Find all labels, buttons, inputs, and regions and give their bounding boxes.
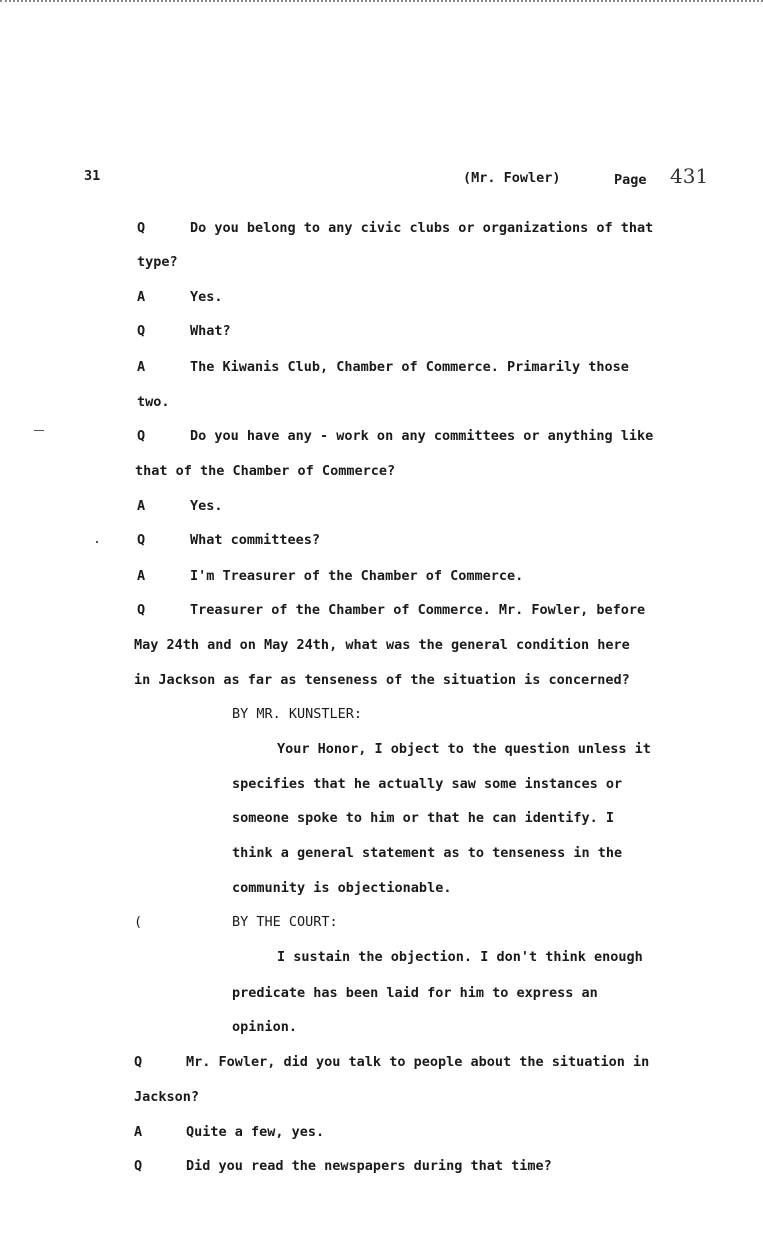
colloquy-line: opinion. bbox=[232, 1019, 298, 1035]
speaker-label: (Mr. Fowler) bbox=[463, 170, 561, 186]
colloquy-heading: BY MR. KUNSTLER: bbox=[232, 706, 363, 722]
transcript-line: that of the Chamber of Commerce? bbox=[135, 463, 396, 479]
speaker-q: Q bbox=[137, 323, 146, 339]
speaker-q: Q bbox=[134, 1054, 143, 1070]
colloquy-line: community is objectionable. bbox=[232, 880, 452, 896]
speaker-q: Q bbox=[137, 602, 146, 618]
colloquy-line: someone spoke to him or that he can identify. I bbox=[232, 810, 615, 826]
colloquy-line: Your Honor, I object to the question unless it bbox=[277, 741, 651, 757]
speaker-q: Q bbox=[134, 1158, 143, 1174]
speaker-a: A bbox=[137, 498, 146, 514]
transcript-line: May 24th and on May 24th, what was the general condition here bbox=[134, 637, 630, 653]
speaker-a: A bbox=[137, 568, 146, 584]
colloquy-line: I sustain the objection. I don't think enough bbox=[277, 949, 643, 965]
transcript-line: Did you read the newspapers during that time? bbox=[186, 1158, 552, 1174]
colloquy-line: think a general statement as to tenseness in the bbox=[232, 845, 623, 861]
page-number: 431 bbox=[670, 164, 709, 188]
colloquy-heading: BY THE COURT: bbox=[232, 914, 338, 930]
page-label: Page bbox=[614, 172, 647, 188]
transcript-line: type? bbox=[137, 254, 178, 270]
line-number: 31 bbox=[84, 168, 101, 184]
colloquy-line: predicate has been laid for him to express an bbox=[232, 985, 598, 1001]
scan-speck bbox=[96, 541, 98, 543]
colloquy-line: specifies that he actually saw some instances or bbox=[232, 776, 623, 792]
transcript-line: The Kiwanis Club, Chamber of Commerce. Primarily those bbox=[190, 359, 629, 375]
speaker-a: A bbox=[137, 359, 146, 375]
transcript-line: What committees? bbox=[190, 532, 321, 548]
scan-speck bbox=[34, 430, 44, 431]
transcript-line: Quite a few, yes. bbox=[186, 1124, 325, 1140]
margin-mark: ( bbox=[134, 914, 143, 930]
transcript-line: Jackson? bbox=[134, 1089, 200, 1105]
transcript-line: Do you have any - work on any committees or anything like bbox=[190, 428, 654, 444]
transcript-line: Yes. bbox=[190, 498, 223, 514]
transcript-line: I'm Treasurer of the Chamber of Commerce. bbox=[190, 568, 524, 584]
speaker-q: Q bbox=[137, 428, 146, 444]
transcript-line: two. bbox=[137, 394, 170, 410]
speaker-q: Q bbox=[137, 532, 146, 548]
transcript-line: in Jackson as far as tenseness of the situation is concerned? bbox=[134, 672, 630, 688]
speaker-a: A bbox=[137, 289, 146, 305]
transcript-line: Treasurer of the Chamber of Commerce. Mr. Fowler, before bbox=[190, 602, 646, 618]
transcript-line: Mr. Fowler, did you talk to people about the situation in bbox=[186, 1054, 650, 1070]
transcript-line: Yes. bbox=[190, 289, 223, 305]
page-top-edge bbox=[0, 0, 763, 6]
transcript-line: Do you belong to any civic clubs or organizations of that bbox=[190, 220, 654, 236]
speaker-a: A bbox=[134, 1124, 143, 1140]
transcript-line: What? bbox=[190, 323, 231, 339]
speaker-q: Q bbox=[137, 220, 146, 236]
